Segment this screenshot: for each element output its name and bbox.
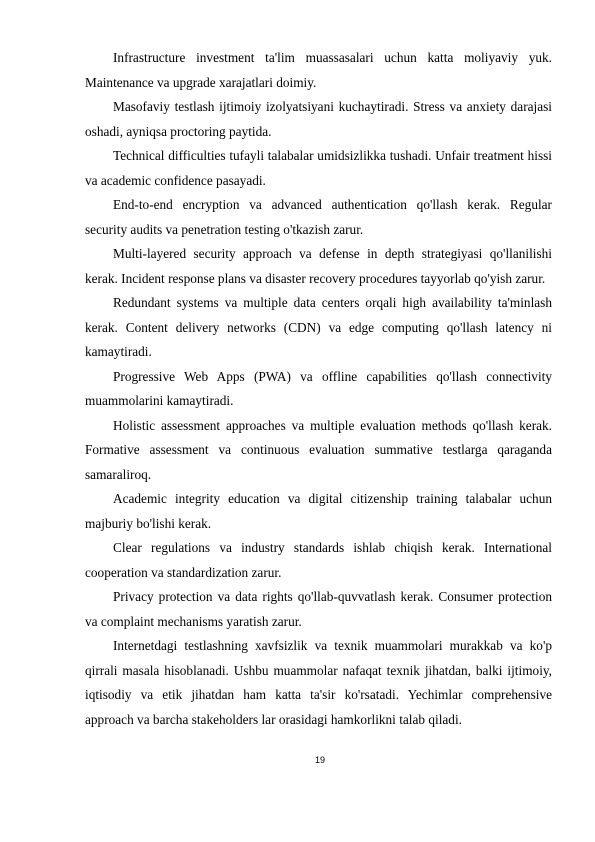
paragraph: Clear regulations va industry standards ishlab chiqish kerak. International cooperation va standardization zarur.	[85, 540, 552, 580]
paragraph: Progressive Web Apps (PWA) va offline capabilities qo'llash connectivity muammolarini kamaytiradi.	[85, 368, 552, 408]
paragraph: Redundant systems va multiple data centers orqali high availability ta'minlash kerak. Content delivery networks (CDN) va edge computing qo'llash latency ni kamaytiradi.	[85, 295, 552, 359]
paragraph: Infrastructure investment ta'lim muassasalari uchun katta moliyaviy yuk. Maintenance va upgrade xarajatlari doimiy.	[85, 50, 552, 90]
paragraph: Technical difficulties tufayli talabalar umidsizlikka tushadi. Unfair treatment hissi va academic confidence pasayadi.	[85, 148, 552, 188]
document-body	[85, 46, 552, 732]
paragraph: End-to-end encryption va advanced authentication qo'llash kerak. Regular security audits va penetration testing o'tkazish zarur.	[85, 197, 552, 237]
paragraph: Masofaviy testlash ijtimoiy izolyatsiyani kuchaytiradi. Stress va anxiety darajasi oshadi, ayniqsa proctoring paytida.	[85, 99, 552, 139]
paragraph: Holistic assessment approaches va multiple evaluation methods qo'llash kerak. Formative assessment va continuous evaluation summative testlarga qaraganda samaraliroq.	[85, 417, 552, 482]
page-number: 19	[314, 755, 325, 765]
paragraph: Academic integrity education va digital citizenship training talabalar uchun majburiy bo'lishi kerak.	[85, 491, 552, 531]
paragraph: Privacy protection va data rights qo'llab-quvvatlash kerak. Consumer protection va complaint mechanisms yaratish zarur.	[85, 589, 552, 629]
paragraph: Multi-layered security approach va defense in depth strategiyasi qo'llanilishi kerak. Incident response plans va disaster recovery procedures tayyorlab qo'yish zarur.	[85, 246, 552, 286]
paragraph: Internetdagi testlashning xavfsizlik va texnik muammolari murakkab va ko'p qirrali masala hisoblanadi. Ushbu muammolar nafaqat texnik jihatdan, balki ijtimoiy, iqtisodiy va etik jihatdan ham katta ta'sir ko'rsatadi. Yechimlar comprehensive approach va barcha stakeholders lar orasidagi hamkorlikni talab qiladi.	[85, 638, 552, 727]
